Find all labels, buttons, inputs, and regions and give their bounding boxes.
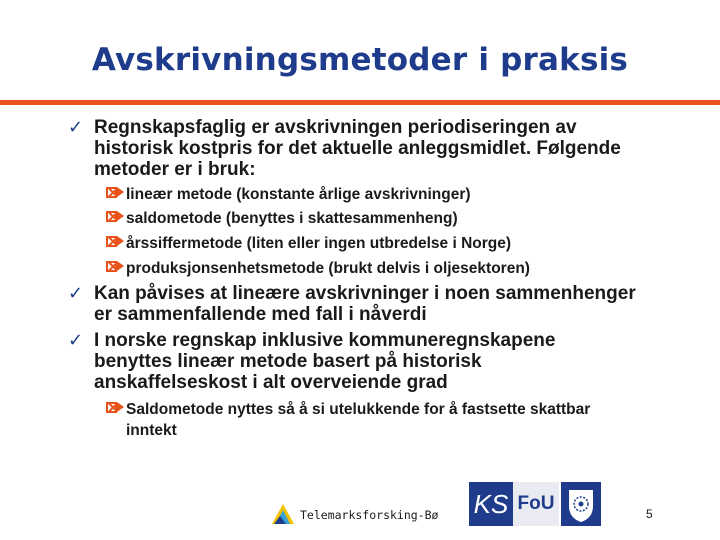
subitem-label: lineær metode (konstante årlige avskrivninger) — [126, 186, 471, 203]
subitem-label: produksjonsenhetsmetode (brukt delvis i oljesektoren) — [126, 260, 530, 277]
x-arrow-icon — [106, 187, 117, 198]
x-arrow-icon — [106, 211, 117, 222]
page-number: 5 — [646, 507, 653, 521]
check-icon: ✓ — [68, 283, 84, 304]
ks-logo: KS — [469, 482, 513, 526]
bullet-2-line-1: Kan påvises at lineære avskrivninger i noen sammenhenger — [94, 283, 636, 304]
check-icon: ✓ — [68, 330, 84, 351]
bullet-3-line-1: I norske regnskap inklusive kommuneregnskapene — [94, 330, 556, 351]
bullet-1 — [68, 117, 708, 181]
emblem-icon — [561, 482, 601, 526]
bullet-2 — [68, 283, 708, 325]
subitem-line-1: Saldometode nyttes så å si utelukkende for å fastsette skattbar — [126, 401, 591, 418]
subitem-label: årssiffermetode (liten eller ingen utbredelse i Norge) — [126, 235, 512, 252]
bullet-3-line-2: benyttes lineær metode basert på historisk — [94, 351, 482, 372]
subitem-label: saldometode (benyttes i skattesammenheng) — [126, 210, 458, 227]
slide-title: Avskrivningsmetoder i praksis — [91, 42, 629, 78]
subitem-line-2: inntekt — [126, 422, 177, 439]
bullet-1-line-3: metoder er i bruk: — [94, 159, 256, 180]
x-arrow-icon — [106, 261, 117, 272]
x-arrow-icon — [106, 402, 117, 413]
footer-org-name: Telemarksforsking-Bø — [300, 508, 439, 522]
title-rule — [0, 100, 720, 105]
x-arrow-icon — [106, 236, 117, 247]
bullet-2-line-2: er sammenfallende med fall i nåverdi — [94, 304, 427, 325]
check-icon: ✓ — [68, 117, 84, 138]
bullet-3 — [68, 330, 708, 394]
bullet-1-line-1: Regnskapsfaglig er avskrivningen periodiseringen av — [94, 117, 577, 138]
telemarksforsking-logo-icon — [270, 502, 296, 526]
bullet-3-line-3: anskaffelseskost i alt overveiende grad — [94, 372, 448, 393]
fou-logo: FoU — [513, 482, 559, 526]
bullet-1-line-2: historisk kostpris for det aktuelle anleggsmidlet. Følgende — [94, 138, 621, 159]
